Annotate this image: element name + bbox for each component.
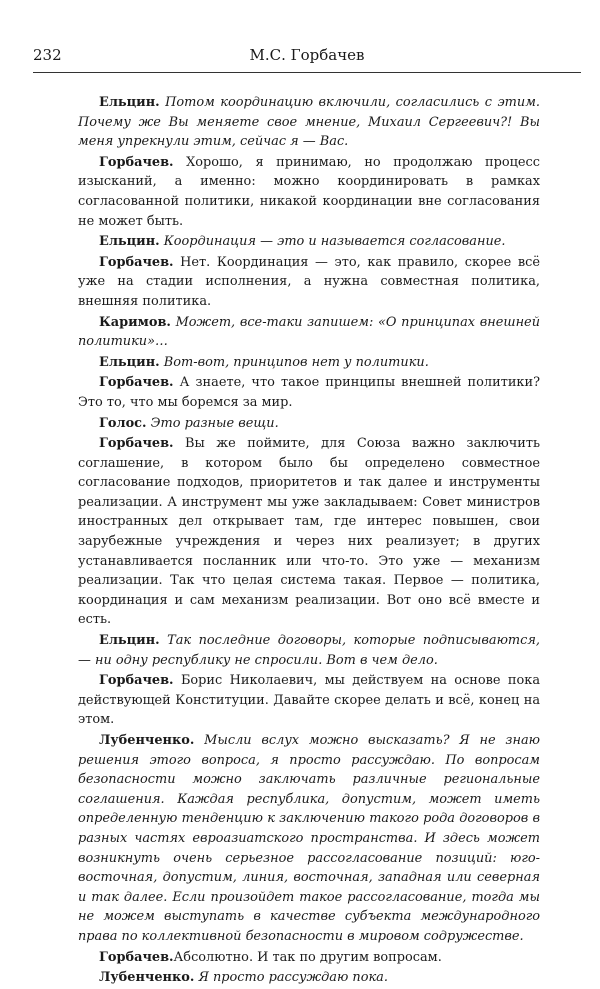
speaker-name: Лубенченко. bbox=[99, 733, 195, 748]
speech-text: Вот-вот, принципов нет у политики. bbox=[163, 354, 429, 370]
paragraph bbox=[78, 414, 540, 434]
paragraph bbox=[78, 153, 540, 231]
paragraph bbox=[78, 232, 540, 252]
speech-text: Так последние договоры, которые подписываются, — ни одну республику не спросили. Вот в чем дело. bbox=[78, 633, 540, 668]
speech-text: Может, все-таки запишем: «О принципах внешней политики»… bbox=[78, 314, 540, 350]
paragraph bbox=[78, 373, 540, 412]
paragraph bbox=[78, 631, 540, 670]
speaker-name: Горбачев. bbox=[99, 254, 174, 270]
paragraph bbox=[78, 353, 540, 373]
transcript-body bbox=[78, 93, 540, 989]
speech-text: А знаете, что такое принципы внешней политики? Это то, что мы боремся за мир. bbox=[78, 375, 540, 410]
speech-text: Хорошо, я принимаю, но продолжаю процесс изысканий, а именно: можно координировать в рамках согласованной политики, никакой координации вне согласования не может быть. bbox=[78, 154, 540, 229]
speaker-name: Горбачев. bbox=[99, 154, 174, 170]
speaker-name: Горбачев. bbox=[99, 436, 174, 452]
speaker-name: Каримов. bbox=[99, 314, 171, 330]
speech-text: Координация — это и называется согласование. bbox=[163, 234, 506, 250]
speaker-name: Голос. bbox=[99, 415, 147, 431]
speech-text: Мысли вслух можно высказать? Я не знаю решения этого вопроса, я просто рассуждаю. По вопросам безопасности можно заключать различные региональные соглашения. Каждая республика, допустим, может иметь определенную тенденцию к заключению такого рода договоров в разных частях евроазиатского пространства. И здесь может возникнуть очень серьезное рассогласование позиций: юго-восточная, допустим, линия, восточная, западная или северная и так далее. Если произойдет такое рассогласование, тогда мы не можем выступать в качестве субъекта международного права по коллективной безопасности в мировом содружестве. bbox=[78, 733, 540, 944]
speech-text: Нет. Координация — это, как правило, скорее всё уже на стадии исполнения, а нужна совместная политика, внешняя политика. bbox=[78, 254, 540, 309]
paragraph bbox=[78, 253, 540, 312]
speech-text: Борис Николаевич, мы действуем на основе пока действующей Конституции. Давайте скорее делать и всё, конец на этом. bbox=[78, 673, 540, 728]
speech-text: Я просто рассуждаю пока. bbox=[198, 970, 388, 986]
header-rule bbox=[33, 72, 581, 73]
speech-text: Вы же поймите, для Союза важно заключить соглашение, в котором было бы определено совместное согласование подходов, приоритетов и так далее и инструменты реализации. А инструмент мы уже закладываем: Совет министров иностранных дел открывает там, где интерес повышен, свои зарубежные учреждения и через них реализует; в других устанавливается посланник или что-то. Это уже — механизм реализации. Так что целая система такая. Первое — политика, координация и сам механизм реализации. Вот оно всё вместе и есть. bbox=[78, 436, 540, 628]
running-title: М.С. Горбачев bbox=[249, 46, 365, 64]
speaker-name: Горбачев. bbox=[99, 673, 174, 689]
paragraph bbox=[78, 313, 540, 352]
paragraph bbox=[78, 968, 540, 988]
paragraph bbox=[78, 93, 540, 152]
speaker-name: Ельцин. bbox=[99, 234, 160, 250]
paragraph bbox=[78, 434, 540, 630]
page-header bbox=[33, 42, 581, 68]
speaker-name: Ельцин. bbox=[99, 95, 160, 110]
paragraph bbox=[78, 731, 540, 947]
speaker-name: Горбачев. bbox=[99, 949, 174, 965]
speech-text: Потом координацию включили, согласились с этим. Почему же Вы меняете свое мнение, Михаил Сергеевич?! Вы меня упрекнули этим, сейчас я — Вас. bbox=[78, 95, 540, 150]
paragraph bbox=[78, 671, 540, 730]
speech-text: Это разные вещи. bbox=[150, 415, 279, 431]
speech-text: Абсолютно. И так по другим вопросам. bbox=[173, 949, 442, 965]
page-number: 232 bbox=[33, 46, 62, 64]
speaker-name: Ельцин. bbox=[99, 633, 160, 649]
speaker-name: Горбачев. bbox=[99, 375, 174, 391]
speaker-name: Ельцин. bbox=[99, 354, 160, 370]
speaker-name: Лубенченко. bbox=[99, 970, 195, 986]
paragraph bbox=[78, 948, 540, 968]
